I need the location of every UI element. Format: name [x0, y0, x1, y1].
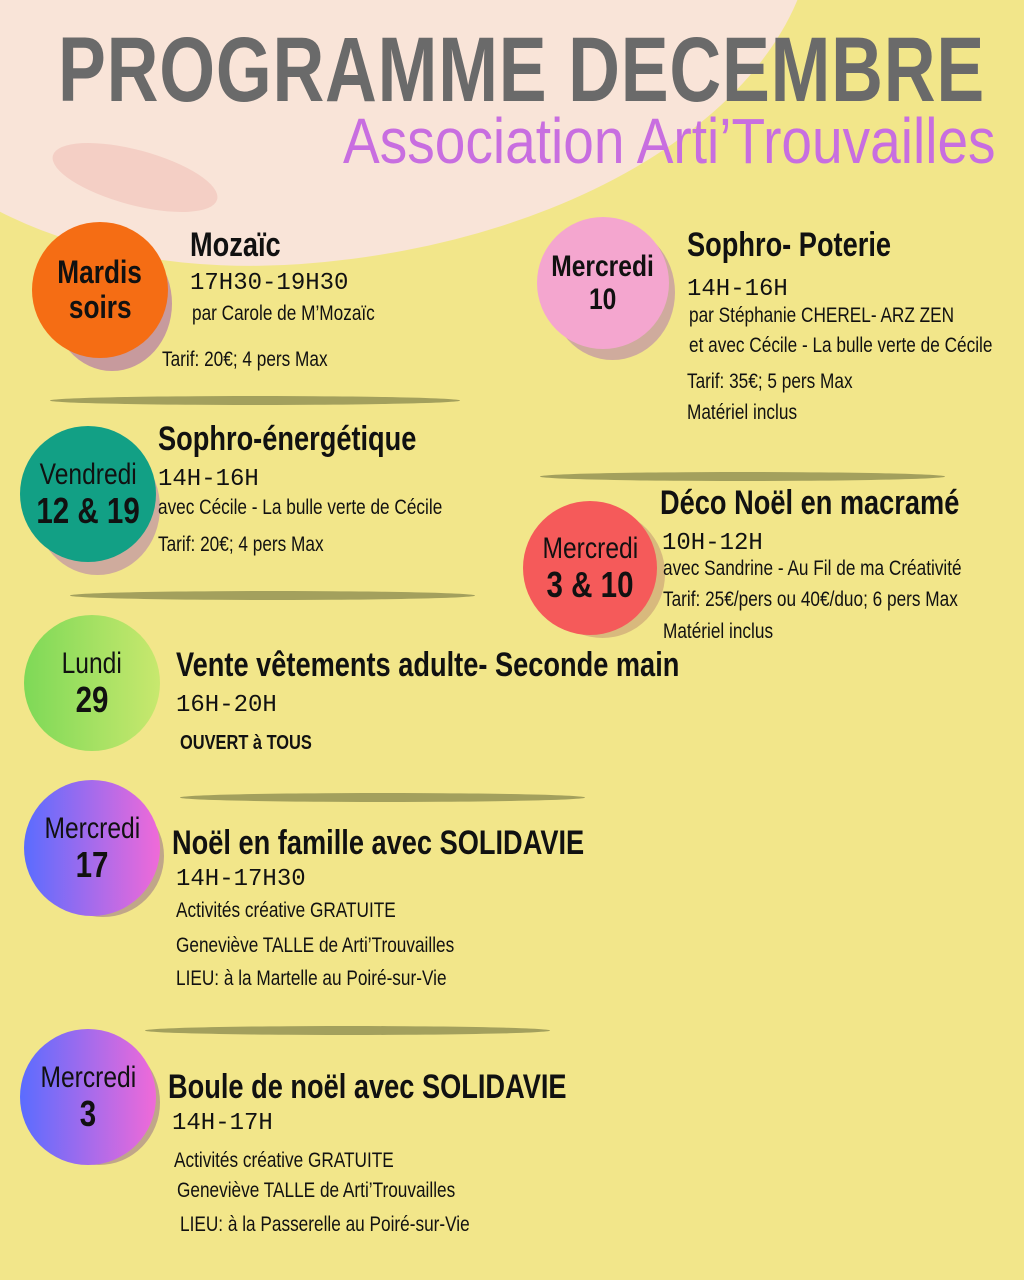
- date-badge-mercredi-17: [24, 780, 160, 916]
- event-detail: avec Sandrine - Au Fil de ma Créativité: [663, 557, 962, 580]
- event-title: Sophro- Poterie: [687, 226, 892, 264]
- event-title: Boule de noël avec SOLIDAVIE: [168, 1068, 567, 1106]
- badge-day: Mardis: [57, 253, 143, 290]
- badge-date: 17: [75, 843, 109, 885]
- event-detail: Tarif: 20€; 4 pers Max: [158, 533, 324, 556]
- badge-date: 3: [79, 1092, 97, 1134]
- divider: [180, 793, 585, 802]
- badge-date: 29: [75, 678, 109, 720]
- event-title: Déco Noël en macramé: [660, 484, 960, 522]
- event-detail: Geneviève TALLE de Arti’Trouvailles: [177, 1179, 456, 1202]
- event-detail: par Stéphanie CHEREL- ARZ ZEN: [689, 304, 955, 327]
- badge-date: 3 & 10: [546, 563, 634, 605]
- date-badge-lundi: [24, 615, 160, 751]
- event-title: Sophro-énergétique: [158, 420, 417, 458]
- badge-date: 12 & 19: [36, 489, 140, 531]
- event-time: 17H30-19H30: [190, 270, 349, 297]
- badge-day: Mercredi: [542, 531, 638, 565]
- date-badge-mercredi-3-10: [523, 501, 657, 635]
- divider: [50, 396, 460, 405]
- event-time: 14H-17H: [172, 1110, 273, 1137]
- date-badge-mercredi-10: [537, 217, 669, 349]
- date-badge-vendredi: [20, 426, 156, 562]
- badge-date: soirs: [68, 289, 132, 325]
- event-time: 16H-20H: [176, 692, 277, 719]
- event-detail: Activités créative GRATUITE: [176, 899, 396, 922]
- badge-date: 10: [589, 283, 617, 316]
- event-time: 10H-12H: [662, 530, 763, 557]
- event-detail: avec Cécile - La bulle verte de Cécile: [158, 496, 443, 519]
- badge-day: Mercredi: [551, 250, 655, 283]
- divider: [145, 1026, 550, 1035]
- page-title: PROGRAMME DECEMBRE: [58, 19, 986, 121]
- event-detail: et avec Cécile - La bulle verte de Cécile: [689, 334, 993, 357]
- event-time: 14H-16H: [687, 276, 788, 303]
- event-detail: Tarif: 35€; 5 pers Max: [687, 370, 853, 393]
- event-title: Vente vêtements adulte- Seconde main: [176, 646, 680, 684]
- event-title: Mozaïc: [190, 226, 281, 264]
- badge-day: Mercredi: [44, 811, 140, 845]
- divider: [70, 591, 475, 600]
- date-badge-mercredi-3: [20, 1029, 156, 1165]
- event-detail: LIEU: à la Passerelle au Poiré-sur-Vie: [180, 1213, 470, 1236]
- event-detail: Matériel inclus: [663, 620, 774, 643]
- date-badge-mardis: [32, 222, 168, 358]
- event-time: 14H-16H: [158, 466, 259, 493]
- event-detail: OUVERT à TOUS: [180, 732, 312, 754]
- divider: [540, 472, 945, 481]
- event-title: Noël en famille avec SOLIDAVIE: [172, 824, 585, 862]
- event-detail: Activités créative GRATUITE: [174, 1149, 394, 1172]
- event-detail: Tarif: 20€; 4 pers Max: [162, 348, 328, 371]
- event-detail: LIEU: à la Martelle au Poiré-sur-Vie: [176, 967, 447, 990]
- event-detail: par Carole de M’Mozaïc: [192, 302, 375, 325]
- badge-day: Lundi: [61, 646, 123, 680]
- event-detail: Geneviève TALLE de Arti’Trouvailles: [176, 934, 455, 957]
- event-time: 14H-17H30: [176, 866, 306, 893]
- badge-day: Mercredi: [40, 1060, 136, 1094]
- badge-day: Vendredi: [39, 457, 137, 491]
- event-detail: Matériel inclus: [687, 401, 798, 424]
- event-detail: Tarif: 25€/pers ou 40€/duo; 6 pers Max: [663, 588, 958, 611]
- page-subtitle: Association Arti’Trouvailles: [343, 105, 996, 177]
